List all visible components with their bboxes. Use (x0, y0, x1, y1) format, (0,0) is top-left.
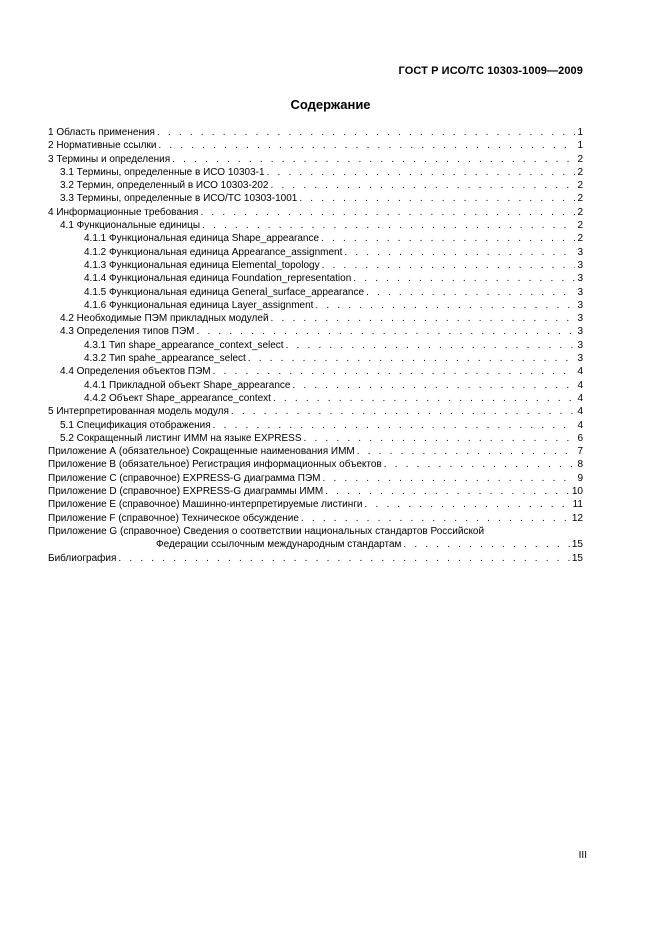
toc-entry-page: 2 (577, 153, 583, 165)
toc-entry-label: 3.3 Термины, определенные в ИСО/ТС 10303-1001 (60, 193, 298, 205)
toc-entry-page: 2 (577, 220, 583, 232)
page-title: Содержание (290, 97, 371, 112)
toc-entry-page: 2 (577, 180, 583, 192)
toc-entry-label: 2 Нормативные ссылки (48, 140, 157, 152)
toc-entry[interactable] (48, 432, 583, 445)
toc-entry-page: 3 (577, 286, 583, 298)
toc-leader-dots (357, 445, 576, 458)
toc-leader-dots (213, 419, 576, 432)
toc-entry-appendix-g[interactable] (48, 525, 583, 552)
toc-entry-label: 4.1.3 Функциональная единица Elemental_topology (84, 259, 320, 271)
toc-entry[interactable] (48, 365, 583, 378)
page-number: III (578, 850, 587, 861)
toc-entry[interactable] (48, 392, 583, 405)
toc-entry[interactable] (48, 472, 583, 485)
toc-entry-label: Приложение С (справочное) EXPRESS-G диаграмма ПЭМ (48, 472, 321, 484)
toc-leader-dots (292, 379, 575, 392)
toc-entry-label: 4.1.2 Функциональная единица Appearance_assignment (84, 246, 343, 258)
toc-entry-label: 3.2 Термин, определенный в ИСО 10303-202 (60, 180, 269, 192)
toc-entry-page: 3 (577, 246, 583, 258)
toc-entry-label: Приложение G (справочное) Сведения о соответствии национальных стандартов Российской (48, 525, 485, 537)
toc-entry[interactable] (48, 139, 583, 152)
toc-entry[interactable] (48, 286, 583, 299)
toc-leader-dots (321, 232, 575, 245)
toc-entry-page: 3 (577, 273, 583, 285)
toc-entry-page: 3 (577, 353, 583, 365)
toc-entry-label: Приложение В (обязательное) Регистрация информационных объектов (48, 459, 382, 471)
toc-entry-label: 4.3 Определения типов ПЭМ (60, 326, 195, 338)
toc-leader-dots (267, 166, 576, 179)
toc-entry-page: 10 (571, 486, 583, 498)
toc-entry-page: 1 (577, 140, 583, 152)
toc-entry[interactable] (48, 206, 583, 219)
toc-entry-page: 8 (577, 459, 583, 471)
toc-entry-page: 12 (571, 512, 583, 524)
toc-entry-label: 4.4.2 Объект Shape_appearance_context (84, 392, 271, 404)
toc-entry-page: 2 (577, 233, 583, 245)
toc-leader-dots (157, 126, 575, 139)
toc-leader-dots (158, 139, 575, 152)
toc-entry[interactable] (48, 153, 583, 166)
toc-entry-page: 3 (577, 299, 583, 311)
toc-leader-dots (273, 392, 575, 405)
toc-entry-label: Приложение F (справочное) Техническое обсуждение (48, 512, 299, 524)
toc-entry-label: 4.3.1 Тип shape_appearance_context_select (84, 339, 284, 351)
toc-entry-label: Приложение D (справочное) EXPRESS-G диаграммы ИММ (48, 486, 324, 498)
toc-entry[interactable] (48, 419, 583, 432)
toc-leader-dots (366, 286, 575, 299)
toc-entry-page: 4 (577, 392, 583, 404)
toc-entry[interactable] (48, 192, 583, 205)
toc-leader-dots (271, 179, 576, 192)
toc-leader-dots (353, 272, 575, 285)
toc-entry[interactable] (48, 219, 583, 232)
toc-entry-label: 4.2 Необходимые ПЭМ прикладных модулей (60, 313, 269, 325)
toc-entry-label: 5.2 Сокращенный листинг ИММ на языке EXPRESS (60, 432, 302, 444)
toc-leader-dots (403, 538, 569, 551)
toc-leader-dots (325, 485, 570, 498)
toc-entry-page: 15 (571, 539, 583, 551)
toc-entry-label: 4.1.5 Функциональная единица General_surface_appearance (84, 286, 365, 298)
toc-leader-dots (315, 299, 575, 312)
toc-leader-dots (271, 312, 576, 325)
table-of-contents (48, 126, 583, 565)
toc-leader-dots (301, 512, 570, 525)
toc-entry-label: Приложение Е (справочное) Машинно-интерпретируемые листинги (48, 499, 363, 511)
toc-entry[interactable] (48, 179, 583, 192)
toc-leader-dots (286, 339, 576, 352)
toc-entry[interactable] (48, 352, 583, 365)
toc-entry-page: 7 (577, 446, 583, 458)
toc-entry-label: Приложение А (обязательное) Сокращенные наименования ИММ (48, 446, 355, 458)
toc-entry-page: 2 (577, 206, 583, 218)
toc-leader-dots (118, 552, 569, 565)
toc-entry[interactable] (48, 339, 583, 352)
toc-entry-label: 3 Термины и определения (48, 153, 171, 165)
toc-entry-label: 4.1.6 Функциональная единица Layer_assignment (84, 299, 314, 311)
toc-leader-dots (248, 352, 576, 365)
toc-entry-label: 1 Область применения (48, 127, 155, 138)
toc-leader-dots (172, 153, 575, 166)
toc-entry[interactable] (48, 498, 583, 511)
toc-entry-page: 11 (572, 499, 583, 511)
toc-entry-label: 4.1 Функциональные единицы (60, 220, 201, 232)
toc-entry-label: 4 Информационные требования (48, 206, 199, 218)
toc-leader-dots (322, 472, 575, 485)
toc-entry[interactable] (48, 458, 583, 471)
toc-entry-page: 15 (571, 552, 583, 564)
toc-entry[interactable] (48, 246, 583, 259)
toc-entry-page: 4 (577, 366, 583, 378)
toc-entry-page: 4 (577, 379, 583, 391)
toc-entry-label: Библиография (48, 552, 117, 564)
toc-entry-label: 4.4.1 Прикладной объект Shape_appearance (84, 379, 291, 391)
toc-entry[interactable] (48, 512, 583, 525)
toc-leader-dots (344, 246, 575, 259)
toc-entry-label: 4.4 Определения объектов ПЭМ (60, 366, 211, 378)
toc-entry[interactable] (48, 405, 583, 418)
toc-entry[interactable] (48, 312, 583, 325)
toc-leader-dots (299, 192, 575, 205)
toc-entry-label: 5.1 Спецификация отображения (60, 419, 211, 431)
toc-entry-page: 6 (577, 432, 583, 444)
toc-leader-dots (202, 219, 575, 232)
toc-entry-page: 3 (577, 339, 583, 351)
toc-leader-dots (322, 259, 576, 272)
toc-entry[interactable] (48, 259, 583, 272)
toc-entry-page: 1 (577, 127, 583, 138)
toc-leader-dots (365, 498, 571, 511)
toc-leader-dots (200, 206, 575, 219)
toc-entry-label: 3.1 Термины, определенные в ИСО 10303-1 (60, 166, 265, 178)
toc-entry-page: 9 (577, 472, 583, 484)
toc-leader-dots (231, 405, 576, 418)
toc-entry[interactable] (48, 379, 583, 392)
toc-leader-dots (213, 365, 576, 378)
toc-entry[interactable] (48, 445, 583, 458)
toc-entry-label: 5 Интерпретированная модель модуля (48, 406, 229, 418)
toc-entry-page: 2 (577, 166, 583, 178)
toc-leader-dots (384, 458, 576, 471)
toc-entry-label: 4.1.1 Функциональная единица Shape_appearance (84, 233, 320, 245)
toc-entry-page: 2 (577, 193, 583, 205)
toc-entry[interactable] (48, 166, 583, 179)
toc-entry-label: 4.1.4 Функциональная единица Foundation_representation (84, 273, 352, 285)
toc-entry[interactable] (48, 126, 583, 139)
toc-entry-page: 4 (577, 419, 583, 431)
toc-entry-label: 4.3.2 Тип spahe_appearance_select (84, 353, 246, 365)
toc-entry-bibliography[interactable] (48, 552, 583, 565)
toc-entry[interactable] (48, 485, 583, 498)
toc-entry-page: 3 (577, 259, 583, 271)
document-header: ГОСТ Р ИСО/ТС 10303-1009—2009 (398, 65, 583, 77)
toc-entry-page: 3 (577, 313, 583, 325)
toc-entry-page: 4 (577, 406, 583, 418)
toc-entry[interactable] (48, 272, 583, 285)
toc-entry[interactable] (48, 299, 583, 312)
toc-entry-label-continued: Федерации ссылочным международным стандартам (156, 539, 402, 551)
toc-entry-page: 3 (577, 326, 583, 338)
toc-entry[interactable] (48, 232, 583, 245)
toc-entry[interactable] (48, 325, 583, 338)
toc-leader-dots (304, 432, 576, 445)
toc-leader-dots (196, 325, 575, 338)
